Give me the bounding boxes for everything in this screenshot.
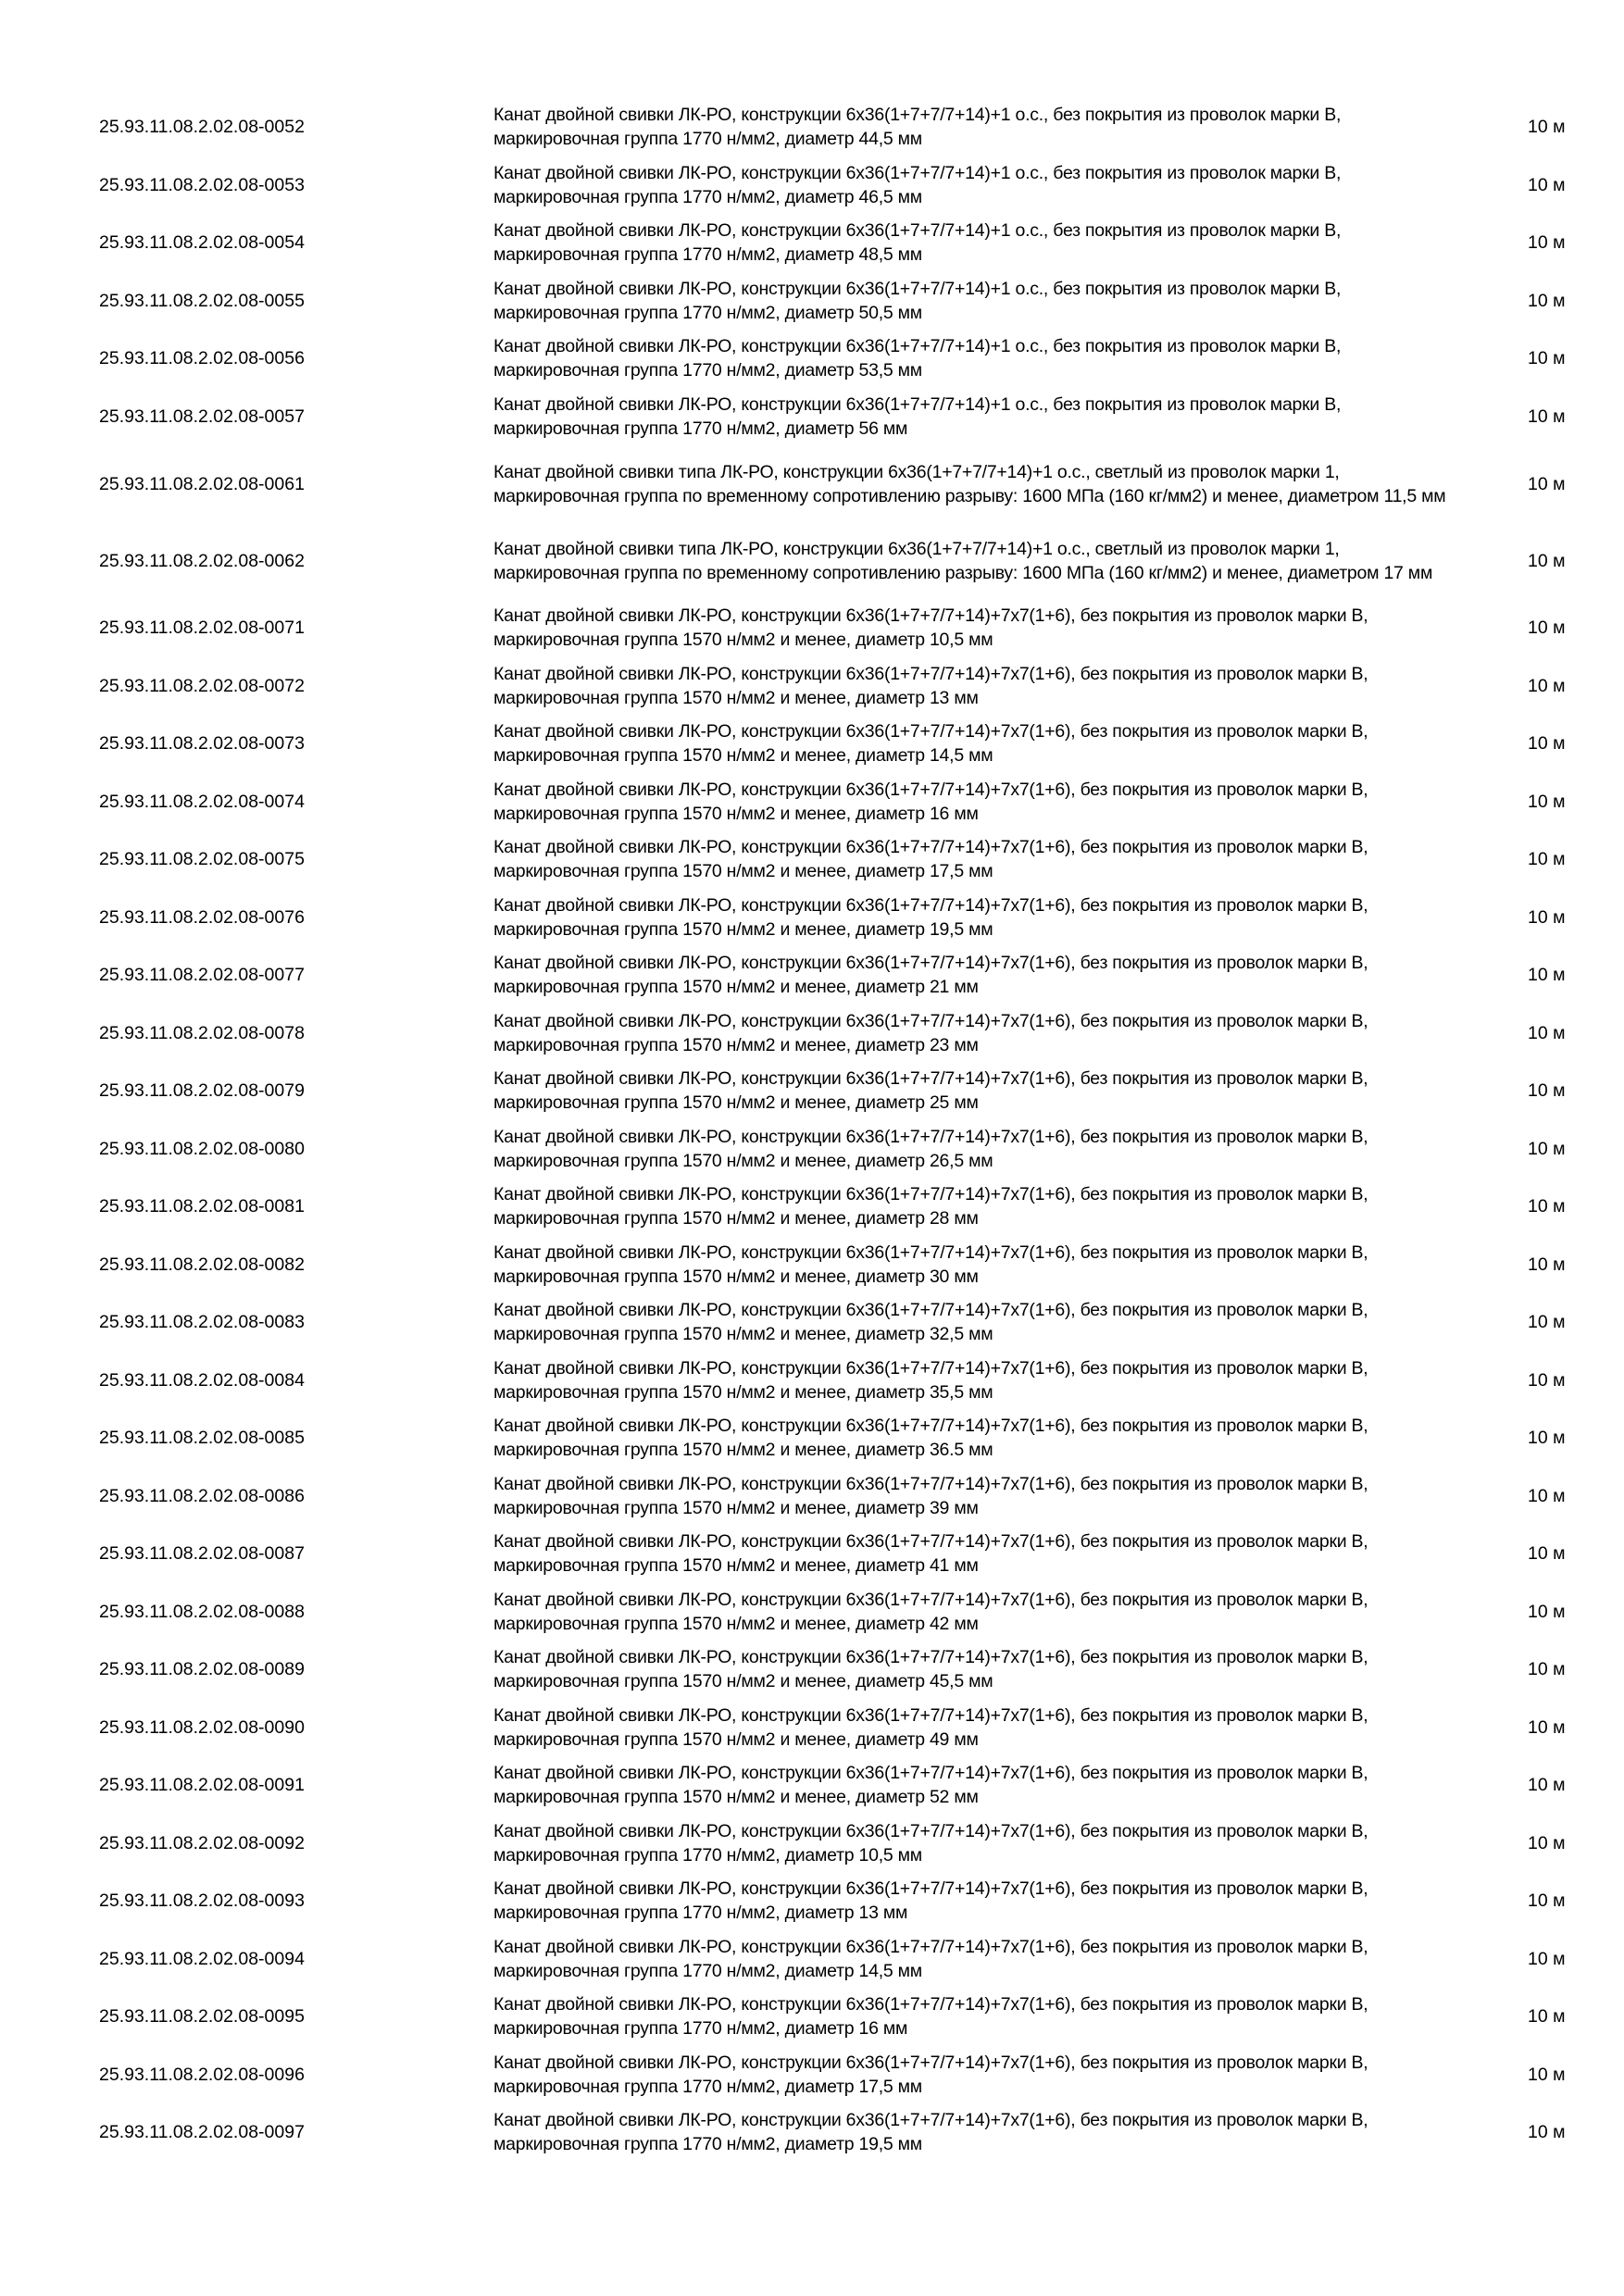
item-unit: 10 м bbox=[1528, 1832, 1566, 1853]
item-unit: 10 м bbox=[1528, 675, 1566, 696]
item-description: Канат двойной свивки ЛК-РО, конструкции 6х36(1+7+7/7+14)+7х7(1+6), без покрытия из проволок марки В, маркировочная группа 1570 н/мм2 и менее, диаметр 35,5 мм bbox=[493, 1357, 1368, 1403]
table-row bbox=[0, 1872, 1624, 1930]
table-row bbox=[0, 1930, 1624, 1989]
item-description: Канат двойной свивки ЛК-РО, конструкции 6х36(1+7+7/7+14)+1 о.с., без покрытия из проволок марки В, маркировочная группа 1770 н/мм2, диаметр 56 мм bbox=[493, 393, 1342, 439]
item-unit: 10 м bbox=[1528, 2006, 1566, 2028]
item-code: 25.93.11.08.2.02.08-0090 bbox=[99, 1716, 305, 1738]
item-description: Канат двойной свивки типа ЛК-РО, конструкции 6х36(1+7+7/7+14)+1 о.с., светлый из проволок марки 1, маркировочная группа по временному сопротивлению разрыву: 1600 МПа (160 кг/мм2) и менее, диаметром 11,5 мм bbox=[493, 461, 1446, 506]
item-unit: 10 м bbox=[1528, 1369, 1566, 1391]
item-description: Канат двойной свивки ЛК-РО, конструкции 6х36(1+7+7/7+14)+7х7(1+6), без покрытия из проволок марки В, маркировочная группа 1570 н/мм2 и менее, диаметр 17,5 мм bbox=[493, 837, 1368, 882]
item-code: 25.93.11.08.2.02.08-0082 bbox=[99, 1254, 305, 1275]
item-unit: 10 м bbox=[1528, 2064, 1566, 2085]
table-row bbox=[0, 1525, 1624, 1583]
table-row bbox=[0, 214, 1624, 272]
item-code: 25.93.11.08.2.02.08-0085 bbox=[99, 1428, 305, 1449]
item-unit: 10 м bbox=[1528, 906, 1566, 928]
table-row bbox=[0, 1641, 1624, 1699]
item-code: 25.93.11.08.2.02.08-0080 bbox=[99, 1138, 305, 1159]
item-code: 25.93.11.08.2.02.08-0061 bbox=[99, 473, 305, 494]
item-description: Канат двойной свивки ЛК-РО, конструкции 6х36(1+7+7/7+14)+7х7(1+6), без покрытия из проволок марки В, маркировочная группа 1570 н/мм2 и менее, диаметр 28 мм bbox=[493, 1184, 1368, 1229]
item-code: 25.93.11.08.2.02.08-0083 bbox=[99, 1312, 305, 1333]
table-row bbox=[0, 2046, 1624, 2104]
item-code: 25.93.11.08.2.02.08-0093 bbox=[99, 1890, 305, 1912]
item-description: Канат двойной свивки ЛК-РО, конструкции 6х36(1+7+7/7+14)+7х7(1+6), без покрытия из проволок марки В, маркировочная группа 1570 н/мм2 и менее, диаметр 21 мм bbox=[493, 953, 1368, 998]
item-code: 25.93.11.08.2.02.08-0074 bbox=[99, 791, 305, 812]
item-description: Канат двойной свивки ЛК-РО, конструкции 6х36(1+7+7/7+14)+1 о.с., без покрытия из проволок марки В, маркировочная группа 1770 н/мм2, диаметр 48,5 мм bbox=[493, 220, 1342, 266]
item-description: Канат двойной свивки ЛК-РО, конструкции 6х36(1+7+7/7+14)+7х7(1+6), без покрытия из проволок марки В, маркировочная группа 1570 н/мм2 и менее, диаметр 25 мм bbox=[493, 1068, 1368, 1114]
table-row bbox=[0, 715, 1624, 773]
table-row bbox=[0, 1988, 1624, 2046]
item-unit: 10 м bbox=[1528, 1948, 1566, 1969]
item-unit: 10 м bbox=[1528, 1543, 1566, 1565]
table-row bbox=[0, 1815, 1624, 1873]
item-code: 25.93.11.08.2.02.08-0087 bbox=[99, 1543, 305, 1565]
item-unit: 10 м bbox=[1528, 1601, 1566, 1622]
item-code: 25.93.11.08.2.02.08-0079 bbox=[99, 1080, 305, 1102]
item-unit: 10 м bbox=[1528, 849, 1566, 870]
table-row bbox=[0, 1467, 1624, 1526]
item-code: 25.93.11.08.2.02.08-0088 bbox=[99, 1601, 305, 1622]
item-code: 25.93.11.08.2.02.08-0053 bbox=[99, 174, 305, 195]
item-unit: 10 м bbox=[1528, 1659, 1566, 1680]
item-unit: 10 м bbox=[1528, 174, 1566, 195]
item-description: Канат двойной свивки ЛК-РО, конструкции 6х36(1+7+7/7+14)+7х7(1+6), без покрытия из проволок марки В, маркировочная группа 1570 н/мм2 и менее, диаметр 32,5 мм bbox=[493, 1300, 1368, 1345]
item-description: Канат двойной свивки ЛК-РО, конструкции 6х36(1+7+7/7+14)+7х7(1+6), без покрытия из проволок марки В, маркировочная группа 1570 н/мм2 и менее, диаметр 52 мм bbox=[493, 1763, 1368, 1808]
item-description: Канат двойной свивки ЛК-РО, конструкции 6х36(1+7+7/7+14)+1 о.с., без покрытия из проволок марки В, маркировочная группа 1770 н/мм2, диаметр 50,5 мм bbox=[493, 278, 1342, 323]
item-unit: 10 м bbox=[1528, 1775, 1566, 1796]
item-description: Канат двойной свивки ЛК-РО, конструкции 6х36(1+7+7/7+14)+7х7(1+6), без покрытия из проволок марки В, маркировочная группа 1570 н/мм2 и менее, диаметр 30 мм bbox=[493, 1242, 1368, 1287]
item-code: 25.93.11.08.2.02.08-0097 bbox=[99, 2122, 305, 2143]
item-description: Канат двойной свивки ЛК-РО, конструкции 6х36(1+7+7/7+14)+7х7(1+6), без покрытия из проволок марки В, маркировочная группа 1570 н/мм2 и менее, диаметр 10,5 мм bbox=[493, 605, 1368, 651]
item-code: 25.93.11.08.2.02.08-0072 bbox=[99, 675, 305, 696]
item-description: Канат двойной свивки ЛК-РО, конструкции 6х36(1+7+7/7+14)+7х7(1+6), без покрытия из проволок марки В, маркировочная группа 1570 н/мм2 и менее, диаметр 13 мм bbox=[493, 663, 1368, 708]
item-description: Канат двойной свивки ЛК-РО, конструкции 6х36(1+7+7/7+14)+7х7(1+6), без покрытия из проволок марки В, маркировочная группа 1770 н/мм2, диаметр 14,5 мм bbox=[493, 1936, 1368, 1981]
item-code: 25.93.11.08.2.02.08-0076 bbox=[99, 906, 305, 928]
table-row bbox=[0, 2103, 1624, 2162]
table-row bbox=[0, 1583, 1624, 1641]
item-unit: 10 м bbox=[1528, 618, 1566, 639]
table-row bbox=[0, 1756, 1624, 1815]
table-row bbox=[0, 1178, 1624, 1236]
table-row bbox=[0, 599, 1624, 657]
item-unit: 10 м bbox=[1528, 550, 1566, 571]
item-unit: 10 м bbox=[1528, 733, 1566, 755]
table-row bbox=[0, 445, 1624, 522]
table-row bbox=[0, 388, 1624, 446]
item-unit: 10 м bbox=[1528, 1254, 1566, 1275]
item-unit: 10 м bbox=[1528, 1022, 1566, 1043]
table-row bbox=[0, 946, 1624, 1004]
table-row bbox=[0, 330, 1624, 388]
item-code: 25.93.11.08.2.02.08-0077 bbox=[99, 965, 305, 986]
item-description: Канат двойной свивки ЛК-РО, конструкции 6х36(1+7+7/7+14)+1 о.с., без покрытия из проволок марки В, маркировочная группа 1770 н/мм2, диаметр 53,5 мм bbox=[493, 336, 1342, 381]
table-row bbox=[0, 889, 1624, 947]
item-unit: 10 м bbox=[1528, 965, 1566, 986]
item-code: 25.93.11.08.2.02.08-0089 bbox=[99, 1659, 305, 1680]
item-unit: 10 м bbox=[1528, 117, 1566, 138]
item-description: Канат двойной свивки ЛК-РО, конструкции 6х36(1+7+7/7+14)+7х7(1+6), без покрытия из проволок марки В, маркировочная группа 1770 н/мм2, диаметр 17,5 мм bbox=[493, 2052, 1368, 2097]
item-code: 25.93.11.08.2.02.08-0078 bbox=[99, 1022, 305, 1043]
item-unit: 10 м bbox=[1528, 406, 1566, 427]
item-unit: 10 м bbox=[1528, 1716, 1566, 1738]
table-row bbox=[0, 657, 1624, 716]
item-description: Канат двойной свивки ЛК-РО, конструкции 6х36(1+7+7/7+14)+7х7(1+6), без покрытия из проволок марки В, маркировочная группа 1570 н/мм2 и менее, диаметр 41 мм bbox=[493, 1531, 1368, 1577]
item-description: Канат двойной свивки ЛК-РО, конструкции 6х36(1+7+7/7+14)+7х7(1+6), без покрытия из проволок марки В, маркировочная группа 1770 н/мм2, диаметр 16 мм bbox=[493, 1994, 1368, 2040]
item-unit: 10 м bbox=[1528, 1890, 1566, 1912]
table-row bbox=[0, 773, 1624, 831]
item-unit: 10 м bbox=[1528, 1485, 1566, 1506]
item-unit: 10 м bbox=[1528, 290, 1566, 311]
table-row bbox=[0, 1236, 1624, 1294]
item-code: 25.93.11.08.2.02.08-0056 bbox=[99, 348, 305, 369]
table-row bbox=[0, 98, 1624, 156]
item-description: Канат двойной свивки ЛК-РО, конструкции 6х36(1+7+7/7+14)+7х7(1+6), без покрытия из проволок марки В, маркировочная группа 1570 н/мм2 и менее, диаметр 23 мм bbox=[493, 1010, 1368, 1055]
item-code: 25.93.11.08.2.02.08-0096 bbox=[99, 2064, 305, 2085]
table-row bbox=[0, 272, 1624, 331]
table-row bbox=[0, 1409, 1624, 1467]
item-description: Канат двойной свивки ЛК-РО, конструкции 6х36(1+7+7/7+14)+7х7(1+6), без покрытия из проволок марки В, маркировочная группа 1570 н/мм2 и менее, диаметр 14,5 мм bbox=[493, 721, 1368, 767]
item-code: 25.93.11.08.2.02.08-0052 bbox=[99, 117, 305, 138]
item-description: Канат двойной свивки ЛК-РО, конструкции 6х36(1+7+7/7+14)+7х7(1+6), без покрытия из проволок марки В, маркировочная группа 1570 н/мм2 и менее, диаметр 16 мм bbox=[493, 779, 1368, 824]
table-row bbox=[0, 156, 1624, 215]
item-description: Канат двойной свивки ЛК-РО, конструкции 6х36(1+7+7/7+14)+7х7(1+6), без покрытия из проволок марки В, маркировочная группа 1570 н/мм2 и менее, диаметр 42 мм bbox=[493, 1589, 1368, 1634]
table-row bbox=[0, 1004, 1624, 1063]
item-code: 25.93.11.08.2.02.08-0071 bbox=[99, 618, 305, 639]
item-code: 25.93.11.08.2.02.08-0095 bbox=[99, 2006, 305, 2028]
item-code: 25.93.11.08.2.02.08-0092 bbox=[99, 1832, 305, 1853]
item-description: Канат двойной свивки ЛК-РО, конструкции 6х36(1+7+7/7+14)+7х7(1+6), без покрытия из проволок марки В, маркировочная группа 1570 н/мм2 и менее, диаметр 49 мм bbox=[493, 1704, 1368, 1750]
table-row bbox=[0, 1699, 1624, 1757]
item-code: 25.93.11.08.2.02.08-0094 bbox=[99, 1948, 305, 1969]
item-code: 25.93.11.08.2.02.08-0057 bbox=[99, 406, 305, 427]
item-code: 25.93.11.08.2.02.08-0086 bbox=[99, 1485, 305, 1506]
item-code: 25.93.11.08.2.02.08-0081 bbox=[99, 1196, 305, 1217]
item-unit: 10 м bbox=[1528, 1080, 1566, 1102]
item-description: Канат двойной свивки ЛК-РО, конструкции 6х36(1+7+7/7+14)+7х7(1+6), без покрытия из проволок марки В, маркировочная группа 1770 н/мм2, диаметр 10,5 мм bbox=[493, 1820, 1368, 1866]
table-row bbox=[0, 522, 1624, 599]
item-description: Канат двойной свивки типа ЛК-РО, конструкции 6х36(1+7+7/7+14)+1 о.с., светлый из проволок марки 1, маркировочная группа по временному сопротивлению разрыву: 1600 МПа (160 кг/мм2) и менее, диаметром 17 мм bbox=[493, 538, 1433, 583]
item-code: 25.93.11.08.2.02.08-0073 bbox=[99, 733, 305, 755]
item-unit: 10 м bbox=[1528, 473, 1566, 494]
item-code: 25.93.11.08.2.02.08-0054 bbox=[99, 232, 305, 254]
item-description: Канат двойной свивки ЛК-РО, конструкции 6х36(1+7+7/7+14)+1 о.с., без покрытия из проволок марки В, маркировочная группа 1770 н/мм2, диаметр 44,5 мм bbox=[493, 105, 1342, 150]
item-unit: 10 м bbox=[1528, 1428, 1566, 1449]
item-description: Канат двойной свивки ЛК-РО, конструкции 6х36(1+7+7/7+14)+7х7(1+6), без покрытия из проволок марки В, маркировочная группа 1770 н/мм2, диаметр 19,5 мм bbox=[493, 2110, 1368, 2155]
item-unit: 10 м bbox=[1528, 348, 1566, 369]
item-description: Канат двойной свивки ЛК-РО, конструкции 6х36(1+7+7/7+14)+7х7(1+6), без покрытия из проволок марки В, маркировочная группа 1570 н/мм2 и менее, диаметр 26,5 мм bbox=[493, 1126, 1368, 1171]
item-description: Канат двойной свивки ЛК-РО, конструкции 6х36(1+7+7/7+14)+7х7(1+6), без покрытия из проволок марки В, маркировочная группа 1570 н/мм2 и менее, диаметр 19,5 мм bbox=[493, 894, 1368, 940]
item-unit: 10 м bbox=[1528, 2122, 1566, 2143]
item-description: Канат двойной свивки ЛК-РО, конструкции 6х36(1+7+7/7+14)+7х7(1+6), без покрытия из проволок марки В, маркировочная группа 1770 н/мм2, диаметр 13 мм bbox=[493, 1878, 1368, 1924]
table-row bbox=[0, 1062, 1624, 1120]
table-row bbox=[0, 1120, 1624, 1179]
item-description: Канат двойной свивки ЛК-РО, конструкции 6х36(1+7+7/7+14)+7х7(1+6), без покрытия из проволок марки В, маркировочная группа 1570 н/мм2 и менее, диаметр 39 мм bbox=[493, 1473, 1368, 1518]
item-unit: 10 м bbox=[1528, 232, 1566, 254]
item-code: 25.93.11.08.2.02.08-0055 bbox=[99, 290, 305, 311]
item-description: Канат двойной свивки ЛК-РО, конструкции 6х36(1+7+7/7+14)+7х7(1+6), без покрытия из проволок марки В, маркировочная группа 1570 н/мм2 и менее, диаметр 45,5 мм bbox=[493, 1647, 1368, 1692]
item-description: Канат двойной свивки ЛК-РО, конструкции 6х36(1+7+7/7+14)+1 о.с., без покрытия из проволок марки В, маркировочная группа 1770 н/мм2, диаметр 46,5 мм bbox=[493, 162, 1342, 207]
item-code: 25.93.11.08.2.02.08-0084 bbox=[99, 1369, 305, 1391]
item-unit: 10 м bbox=[1528, 1138, 1566, 1159]
item-unit: 10 м bbox=[1528, 1196, 1566, 1217]
item-code: 25.93.11.08.2.02.08-0062 bbox=[99, 550, 305, 571]
table-row bbox=[0, 1352, 1624, 1410]
item-code: 25.93.11.08.2.02.08-0091 bbox=[99, 1775, 305, 1796]
table-row bbox=[0, 830, 1624, 889]
item-unit: 10 м bbox=[1528, 791, 1566, 812]
item-unit: 10 м bbox=[1528, 1312, 1566, 1333]
item-code: 25.93.11.08.2.02.08-0075 bbox=[99, 849, 305, 870]
table-row bbox=[0, 1293, 1624, 1352]
item-description: Канат двойной свивки ЛК-РО, конструкции 6х36(1+7+7/7+14)+7х7(1+6), без покрытия из проволок марки В, маркировочная группа 1570 н/мм2 и менее, диаметр 36.5 мм bbox=[493, 1416, 1368, 1461]
